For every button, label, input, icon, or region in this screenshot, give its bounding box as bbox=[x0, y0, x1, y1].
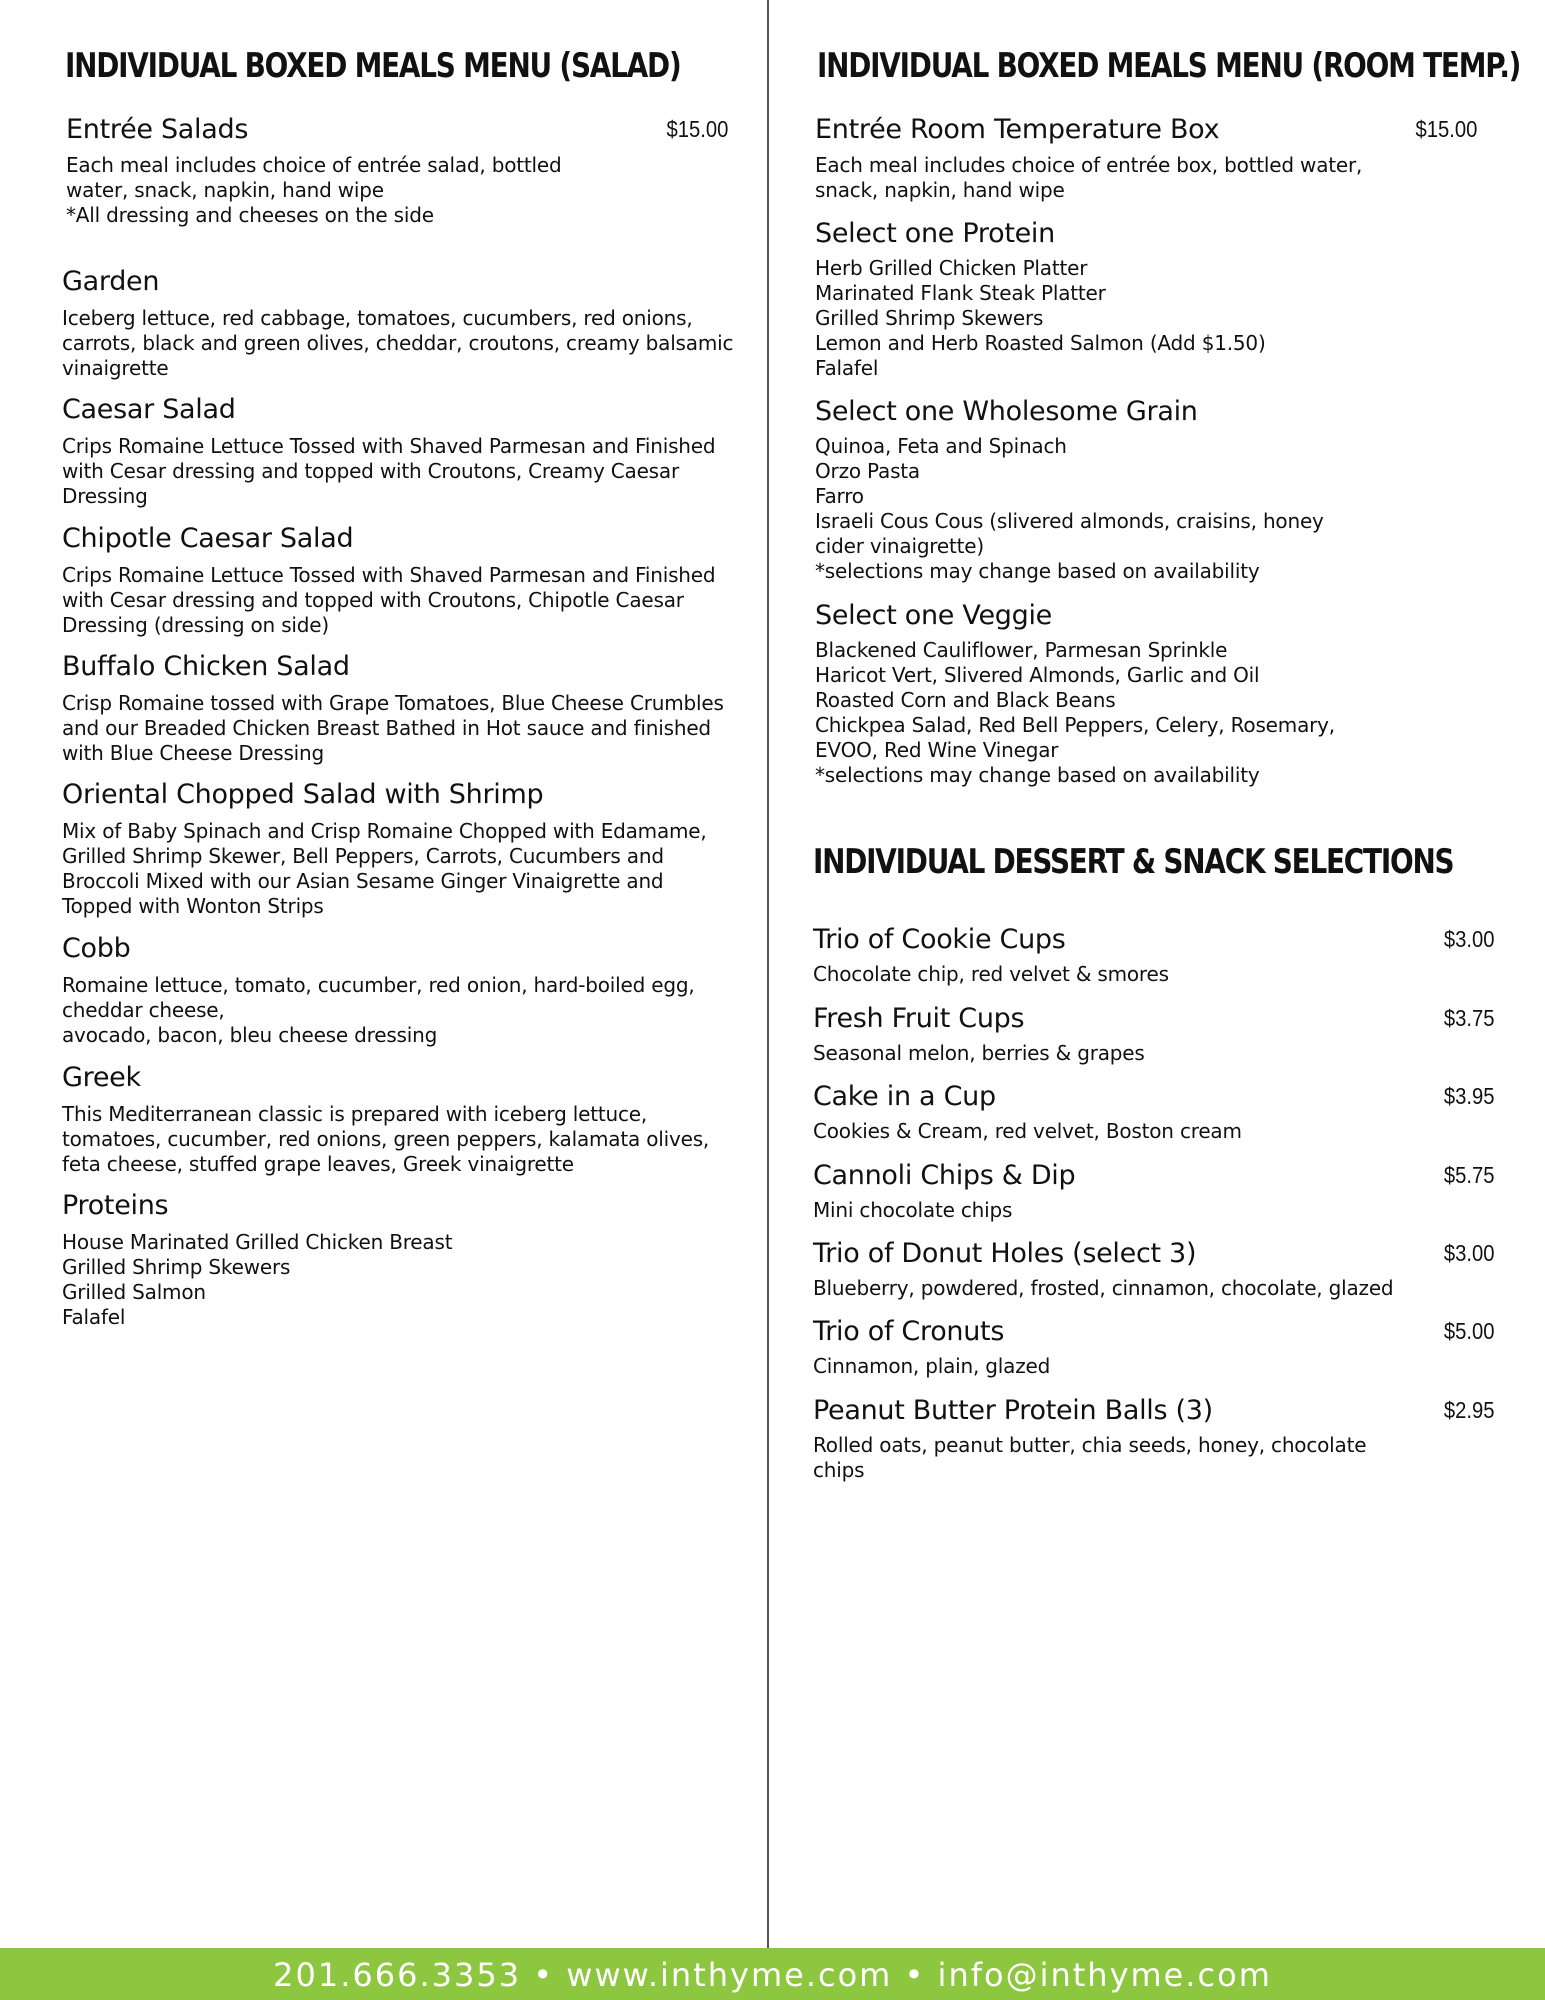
item-description: Crips Romaine Lettuce Tossed with Shaved Parmesan and Finished with Cesar dressing and topped with Croutons, Creamy Caesar Dressing bbox=[62, 434, 716, 508]
item-description: Cookies & Cream, red velvet, Boston cream bbox=[813, 1119, 1242, 1143]
item-title: Caesar Salad bbox=[62, 394, 236, 425]
item-price: $15.00 bbox=[1415, 116, 1477, 142]
item-title: Cobb bbox=[62, 933, 131, 964]
item-description: Cinnamon, plain, glazed bbox=[813, 1354, 1051, 1378]
item-price: $2.95 bbox=[1444, 1397, 1495, 1423]
item-title: Cannoli Chips & Dip bbox=[813, 1160, 1076, 1191]
item-title: Oriental Chopped Salad with Shrimp bbox=[62, 779, 544, 810]
item-title: Chipotle Caesar Salad bbox=[62, 523, 354, 554]
item-title: Peanut Butter Protein Balls (3) bbox=[813, 1395, 1213, 1426]
item-title: Entrée Salads bbox=[66, 114, 249, 145]
item-title: Select one Protein bbox=[815, 218, 1055, 249]
item-title: Trio of Cronuts bbox=[813, 1316, 1005, 1347]
item-price: $15.00 bbox=[666, 116, 728, 142]
item-title: Buffalo Chicken Salad bbox=[62, 651, 350, 682]
item-title: Greek bbox=[62, 1062, 141, 1093]
item-description: Seasonal melon, berries & grapes bbox=[813, 1041, 1145, 1065]
item-title: Proteins bbox=[62, 1190, 169, 1221]
item-description: Crips Romaine Lettuce Tossed with Shaved Parmesan and Finished with Cesar dressing and topped with Croutons, Chipotle Caesar Dressing (dressing on side) bbox=[62, 563, 716, 637]
item-title: Entrée Room Temperature Box bbox=[815, 114, 1220, 145]
item-title: Cake in a Cup bbox=[813, 1081, 996, 1112]
room-temp-menu-heading: INDIVIDUAL BOXED MEALS MENU (ROOM TEMP.) bbox=[817, 46, 1521, 86]
item-description: Rolled oats, peanut butter, chia seeds, honey, chocolate chips bbox=[813, 1433, 1367, 1482]
item-description: Herb Grilled Chicken Platter Marinated Flank Steak Platter Grilled Shrimp Skewers Lemon and Herb Roasted Salmon (Add $1.50) Falafel bbox=[815, 256, 1266, 380]
item-description: This Mediterranean classic is prepared with iceberg lettuce, tomatoes, cucumber, red onions, green peppers, kalamata olives, feta cheese, stuffed grape leaves, Greek vinaigrette bbox=[62, 1102, 710, 1176]
item-title: Trio of Cookie Cups bbox=[813, 924, 1066, 955]
item-description: Crisp Romaine tossed with Grape Tomatoes, Blue Cheese Crumbles and our Breaded Chicken Breast Bathed in Hot sauce and finished with Blue Cheese Dressing bbox=[62, 691, 724, 765]
contact-footer-bar bbox=[0, 1948, 1545, 2000]
item-title: Select one Veggie bbox=[815, 600, 1052, 631]
item-price: $3.00 bbox=[1444, 1240, 1495, 1266]
item-price: $3.75 bbox=[1444, 1005, 1495, 1031]
item-price: $5.75 bbox=[1444, 1162, 1495, 1188]
column-divider bbox=[767, 0, 769, 1948]
item-title: Select one Wholesome Grain bbox=[815, 396, 1198, 427]
item-title: Garden bbox=[62, 266, 160, 297]
item-description: Blackened Cauliflower, Parmesan Sprinkle Haricot Vert, Slivered Almonds, Garlic and Oil Roasted Corn and Black Beans Chickpea Salad, Red Bell Peppers, Celery, Rosemary, EVOO, Red Wine Vinegar *selections may change based on availability bbox=[815, 638, 1335, 787]
item-description: Romaine lettuce, tomato, cucumber, red onion, hard-boiled egg, cheddar cheese, avocado, bacon, bleu cheese dressing bbox=[62, 973, 695, 1047]
salad-menu-heading: INDIVIDUAL BOXED MEALS MENU (SALAD) bbox=[65, 46, 681, 86]
item-description: Blueberry, powdered, frosted, cinnamon, chocolate, glazed bbox=[813, 1276, 1394, 1300]
item-description: Chocolate chip, red velvet & smores bbox=[813, 962, 1169, 986]
item-description: Each meal includes choice of entrée salad, bottled water, snack, napkin, hand wipe *All dressing and cheeses on the side bbox=[66, 153, 562, 227]
item-description: House Marinated Grilled Chicken Breast Grilled Shrimp Skewers Grilled Salmon Falafel bbox=[62, 1230, 453, 1329]
item-description: Iceberg lettuce, red cabbage, tomatoes, cucumbers, red onions, carrots, black and green olives, cheddar, croutons, creamy balsamic vinaigrette bbox=[62, 306, 734, 380]
item-price: $3.95 bbox=[1444, 1083, 1495, 1109]
item-price: $3.00 bbox=[1444, 926, 1495, 952]
item-description: Mix of Baby Spinach and Crisp Romaine Chopped with Edamame, Grilled Shrimp Skewer, Bell Peppers, Carrots, Cucumbers and Broccoli Mixed with our Asian Sesame Ginger Vinaigrette and Topped with Wonton Strips bbox=[62, 819, 707, 918]
item-description: Quinoa, Feta and Spinach Orzo Pasta Farro Israeli Cous Cous (slivered almonds, craisins, honey cider vinaigrette) *selections may change based on availability bbox=[815, 434, 1324, 583]
item-description: Mini chocolate chips bbox=[813, 1198, 1013, 1222]
dessert-menu-heading: INDIVIDUAL DESSERT & SNACK SELECTIONS bbox=[813, 842, 1454, 882]
item-price: $5.00 bbox=[1444, 1318, 1495, 1344]
contact-info: 201.666.3353 • www.inthyme.com • info@inthyme.com bbox=[273, 1956, 1272, 1994]
item-description: Each meal includes choice of entrée box, bottled water, snack, napkin, hand wipe bbox=[815, 153, 1363, 202]
item-title: Trio of Donut Holes (select 3) bbox=[813, 1238, 1197, 1269]
item-title: Fresh Fruit Cups bbox=[813, 1003, 1025, 1034]
